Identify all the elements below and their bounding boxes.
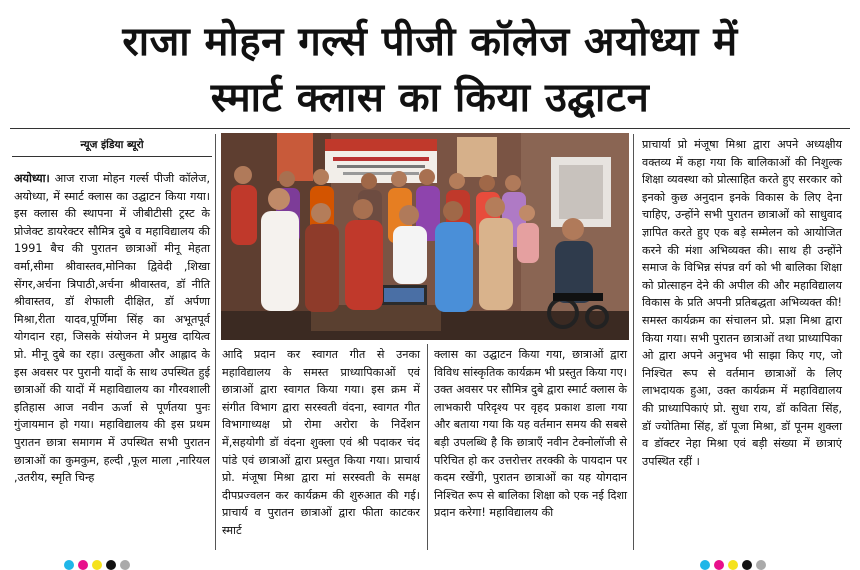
column-2-text: आदि प्रदान कर स्वागत गीत से उनका महाविद्यालय के समस्त प्राध्यापिकाओं एवं छात्राओं द्वारा स्वागत किया गया। इस क्रम में संगीत विभाग द्वारा सरस्वती वंदना, स्वागत गीत विभागाध्यक्ष प्रो रोमा अरोरा के निर्देशन में,सहयोगी डॉ वंदना शुक्ला एवं श्री पदाकर चंद पांडे एवं छात्राओं द्वारा प्रस्तुत किया गया। प्राचार्य प्रो. मंजूषा मिश्रा द्वारा मां सरस्वती के समक्ष दीपप्रज्वलन कर कार्यक्रम की शुरुआत की गई।प्राचार्य व पुरातन छात्राओं द्वारा फीता काटकर स्मार्ट bbox=[222, 348, 420, 537]
headline-line-2: स्मार्ट क्लास का किया उद्घाटन bbox=[210, 75, 650, 121]
byline: न्यूज इंडिया ब्यूरो bbox=[80, 139, 144, 151]
article-column-1 bbox=[14, 170, 210, 487]
byline-underline bbox=[12, 156, 212, 157]
column-3-text: क्लास का उद्घाटन किया गया, छात्राओं द्वारा विविध सांस्कृतिक कार्यक्रम भी प्रस्तुत किया गए। उक्त अवसर पर सौमित्र दुबे द्वारा स्मार्ट क्लास के लाभकारी परिदृश्य पर वृहद प्रकाश डाला गया और बताया गया कि यह वर्तमान समय की सबसे बड़ी उपलब्धि है कि छात्राएँ नवीन टेक्नोलॉजी से परिचित हो कर उत्तरोत्तर तरक्की के पायदान पर कदम रखेंगी, पुरातन छात्राओं का यह योगदान निश्चित रूप से बालिका शिक्षा को एक नई दिशा प्रदान करेगा! महाविद्यालय की bbox=[434, 348, 627, 520]
column-1-text: आज राजा मोहन गर्ल्स पीजी कॉलेज, अयोध्या, में स्मार्ट क्लास का उद्घाटन किया गया। इस क्लास की स्थापना में जीबीटीसी ट्रस्ट के प्रोजेक्ट डायरेक्टर सौमित्र दुबे व महाविद्यालय की 1991 बैच की पुरातन छात्राओं मीनू मेहता वर्मा,सीमा श्रीवास्तव,मोनिका द्विवेदी ,शिखा सेंगर,अर्चना त्रिपाठी,अर्चना श्रीवास्तव, डॉ नीति श्रीवास्तव, डॉ शेफाली दीक्षित, डॉ अर्पणा मिश्रा,रीता यादव,पूर्णिमा सिंह का अभूतपूर्व योगदान रहा, जिसके संयोजन मे प्रमुख दायित्व प्रो. मीनू दुबे का रहा। उत्सुकता और आह्लाद के इस अवसर पर पुरानी यादों के साथ उपस्थित हुई छात्राओं की यादों में महाविद्यालय का गौरवशाली इतिहास आज नवीन ऊर्जा से पूर्णतया पुनः गुंजायमान हो गया। महाविद्यालय की इस प्रथम पुरातन छात्रा समागम में उपस्थित सभी पुरातन छात्राओं का कुमकुम, हल्दी ,फूल माला ,नारियल ,उतरीय, स्मृति चिन्ह bbox=[14, 172, 210, 485]
event-photo bbox=[221, 133, 629, 340]
dateline: अयोध्या। bbox=[14, 172, 50, 185]
headline-line-1: राजा मोहन गर्ल्स पीजी कॉलेज अयोध्या में bbox=[122, 19, 738, 65]
column-4-text: प्राचार्या प्रो मंजूषा मिश्रा द्वारा अपने अध्यक्षीय वक्तव्य में कहा गया कि बालिकाओं की निशुल्क शिक्षा व्यवस्था को प्रोत्साहित करते हुए सरकार को इनको कुछ अनुदान इनके विकास के लिए देना चाहिए, उन्होंने सभी पुरातन छात्राओं को साधुवाद ज्ञापित करते हुए एक बड़े सम्मेलन को आयोजित करने की मंशा अभिव्यक्त की। साथ ही उन्होंने समाज के विभिन्न संपन्न वर्ग को भी बालिका शिक्षा को प्रोत्साहन देने की अपील की और महाविद्यालय विकास के प्रति अपनी प्रतिबद्धता अभिव्यक्त की! समस्त कार्यक्रम का संचालन प्रो. प्रज्ञा मिश्रा द्वारा किया गया। सभी पुरातन छात्राओं तथा प्राध्यापिका ओ द्वारा अपने अनुभव भी साझा किए गए, जो निश्चित रूप से वर्तमान छात्राओं के लिए लाभदायक हुआ, उक्त कार्यक्रम में महाविद्यालय की प्राध्यापिकाएं प्रो. सुधा राय, डॉ कविता सिंह, डॉ ज्योतिमा सिंह, डॉ पूजा मिश्रा, डॉ पूनम शुक्ला व डॉक्टर नेहा मिश्रा एवं बड़ी संख्या में छात्राएं उपस्थित रहीं । bbox=[642, 138, 842, 468]
article-column-2 bbox=[222, 346, 420, 540]
article-column-3 bbox=[434, 346, 627, 522]
column-divider-3 bbox=[633, 134, 634, 550]
article-column-4 bbox=[642, 136, 842, 470]
column-divider-2 bbox=[427, 344, 428, 550]
column-divider-1 bbox=[215, 134, 216, 550]
headline-divider bbox=[10, 128, 850, 129]
